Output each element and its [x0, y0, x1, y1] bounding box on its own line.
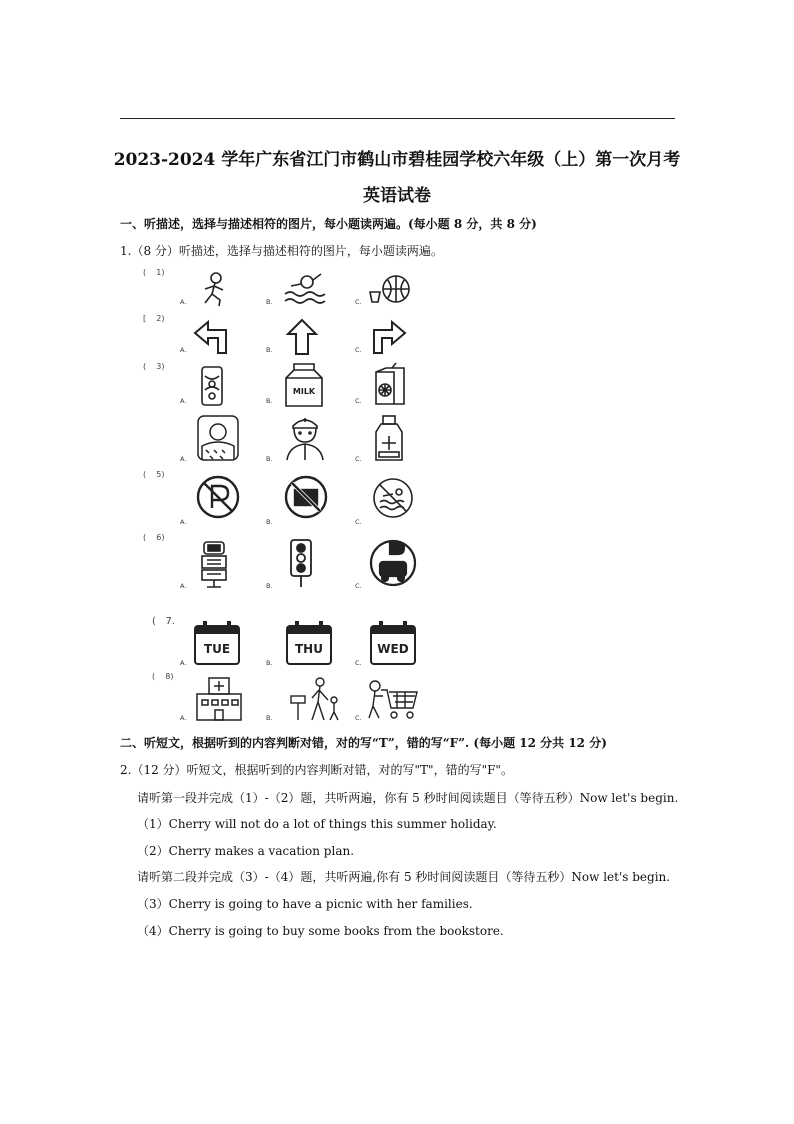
svg-text:WED: WED [377, 642, 409, 656]
statement-1: （1）Cherry will not do a lot of things this summer holiday. [137, 817, 497, 831]
option-letter: A. [180, 518, 187, 526]
traffic-light-icon [285, 538, 317, 588]
turn-left-arrow-icon [192, 318, 232, 356]
exam-title-line1: 2023-2024 学年广东省江门市鹤山市碧桂园学校六年级（上）第一次月考 [113, 150, 681, 170]
bus-stop-sign-icon [197, 540, 231, 588]
no-swimming-icon [371, 476, 415, 520]
option-letter: B. [266, 582, 273, 590]
statement-2: （2）Cherry makes a vacation plan. [137, 844, 355, 858]
svg-text:TUE: TUE [203, 642, 231, 656]
calendar-wed-icon [369, 620, 417, 666]
running-boy-icon [195, 270, 233, 308]
option-letter: B. [266, 659, 273, 667]
medicine-bottle-icon [372, 414, 406, 462]
no-photos-icon [283, 474, 329, 520]
row-marker-8: ( 8) [152, 672, 174, 681]
parking-sign-icon [368, 538, 418, 588]
calendar-thu-icon [285, 620, 333, 666]
option-letter: C. [355, 714, 362, 722]
option-letter: A. [180, 298, 187, 306]
statement-4: （4）Cherry is going to buy some books from the bookstore. [137, 924, 504, 938]
juice-box-icon [372, 362, 408, 408]
option-letter: C. [355, 659, 362, 667]
top-rule [120, 118, 675, 119]
option-letter: B. [266, 397, 273, 405]
option-letter: B. [266, 455, 273, 463]
option-letter: C. [355, 298, 362, 306]
option-letter: A. [180, 455, 187, 463]
row-marker-2: [ 2) [143, 314, 165, 323]
option-letter: B. [266, 714, 273, 722]
doctor-icon [283, 414, 327, 462]
milk-carton-icon [284, 362, 324, 408]
option-letter: C. [355, 397, 362, 405]
option-letter: B. [266, 518, 273, 526]
option-letter: B. [266, 346, 273, 354]
question1-prompt: 1.（8 分）听描述，选择与描述相符的图片，每小题读两遍。 [120, 244, 443, 258]
row-marker-6: ( 6) [143, 533, 165, 542]
option-letter: A. [180, 346, 187, 354]
walking-sign-icon [290, 676, 344, 722]
option-letter: C. [355, 518, 362, 526]
section2-heading: 二、听短文，根据听到的内容判断对错，对的写“T”，错的写“F”. (每小题 12 分共 12 分) [120, 736, 607, 750]
option-letter: C. [355, 455, 362, 463]
basketball-icon [368, 270, 412, 308]
option-letter: A. [180, 582, 187, 590]
cola-can-icon [199, 364, 225, 408]
swimming-icon [283, 270, 327, 308]
svg-text:MILK: MILK [292, 387, 316, 396]
option-letter: A. [180, 659, 187, 667]
option-letter: C. [355, 346, 362, 354]
turn-right-arrow-icon [368, 318, 408, 356]
option-letter: C. [355, 582, 362, 590]
option-letter: A. [180, 714, 187, 722]
hospital-icon [193, 676, 245, 722]
question2-prompt: 2.（12 分）听短文，根据听到的内容判断对错，对的写"T"，错的写"F"。 [120, 763, 513, 777]
row-marker-1: ( 1) [143, 268, 165, 277]
straight-arrow-icon [284, 318, 320, 356]
row-marker-5: ( 5) [143, 470, 165, 479]
sick-person-icon [196, 414, 240, 462]
row-marker-3: ( 3) [143, 362, 165, 371]
svg-text:THU: THU [295, 642, 323, 656]
calendar-tue-icon [193, 620, 241, 666]
no-parking-icon [195, 474, 241, 520]
shopping-cart-icon [365, 678, 419, 722]
instruction-part1: 请听第一段并完成（1）-（2）题，共听两遍，你有 5 秒时间阅读题目（等待五秒）Now let's begin. [137, 791, 679, 805]
row-marker-7: ( 7. [152, 616, 175, 627]
option-letter: B. [266, 298, 273, 306]
option-letter: A. [180, 397, 187, 405]
exam-title-line2: 英语试卷 [363, 186, 431, 206]
section1-heading: 一、听描述，选择与描述相符的图片，每小题读两遍。(每小题 8 分，共 8 分) [120, 217, 537, 231]
statement-3: （3）Cherry is going to have a picnic with her families. [137, 897, 473, 911]
instruction-part2: 请听第二段并完成（3）-（4）题，共听两遍,你有 5 秒时间阅读题目（等待五秒）Now let's begin. [137, 870, 671, 884]
